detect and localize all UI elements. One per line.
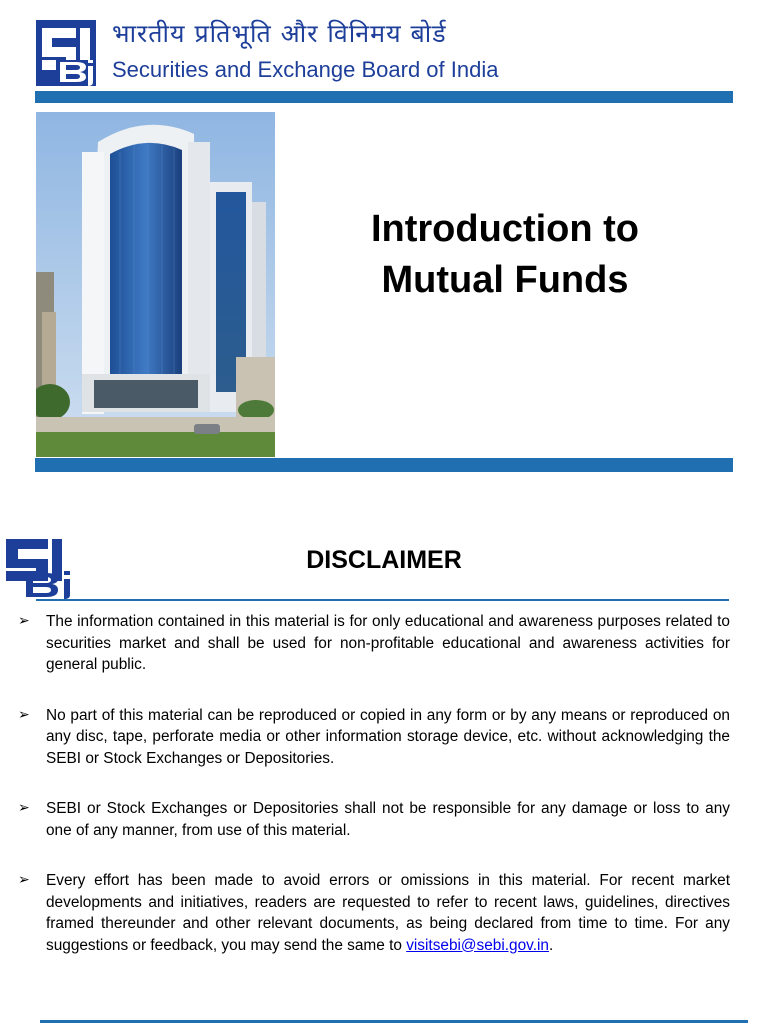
slide-title-line-1: Introduction to — [370, 208, 640, 250]
arrow-bullet-icon: ➢ — [18, 872, 30, 888]
bullet-text: The information contained in this material is for only educational and awareness purposes related to securities market and shall be used for non-profitable educational and awareness activities for general public. — [46, 613, 730, 673]
footer-band — [35, 458, 733, 472]
bullet-text: No part of this material can be reproduced or copied in any form or by any means or reproduced on any disc, tape, perforate media or other information storage device, etc. without acknowledging the SEBI or Stock Exchanges or Depositories. — [46, 706, 730, 767]
heading-rule — [36, 599, 729, 601]
arrow-bullet-icon: ➢ — [18, 613, 30, 629]
sebi-logo-small — [2, 535, 80, 599]
list-item — [18, 870, 730, 956]
arrow-bullet-icon: ➢ — [18, 706, 30, 723]
list-item — [18, 798, 730, 841]
sebi-building-photo — [36, 112, 275, 457]
org-name-hindi: भारतीय प्रतिभूति और विनिमय बोर्ड — [112, 19, 447, 48]
disclaimer-heading: DISCLAIMER — [306, 546, 462, 574]
list-item — [18, 611, 730, 676]
bottom-rule — [40, 1020, 748, 1023]
bullet-text: SEBI or Stock Exchanges or Depositories shall not be responsible for any damage or loss to any one of any manner, from use of this material. — [46, 800, 730, 839]
bullet-text: Every effort has been made to avoid errors or omissions in this material. For recent market developments and initiatives, readers are requested to refer to recent laws, guidelines, directives framed thereunder and other relevant documents, as being declared from time to time. For any suggestions or feedback, you may send the same to — [46, 872, 730, 954]
email-link[interactable]: visitsebi@sebi.gov.in — [406, 936, 549, 954]
sebi-logo — [36, 20, 96, 86]
arrow-bullet-icon: ➢ — [18, 800, 30, 816]
bullet-end: . — [549, 936, 554, 954]
disclaimer-list — [18, 611, 730, 985]
header-band — [35, 91, 733, 103]
slide-title-line-2: Mutual Funds — [381, 259, 629, 301]
list-item — [18, 705, 730, 770]
slide-title — [300, 204, 710, 306]
org-name-english: Securities and Exchange Board of India — [112, 57, 499, 82]
